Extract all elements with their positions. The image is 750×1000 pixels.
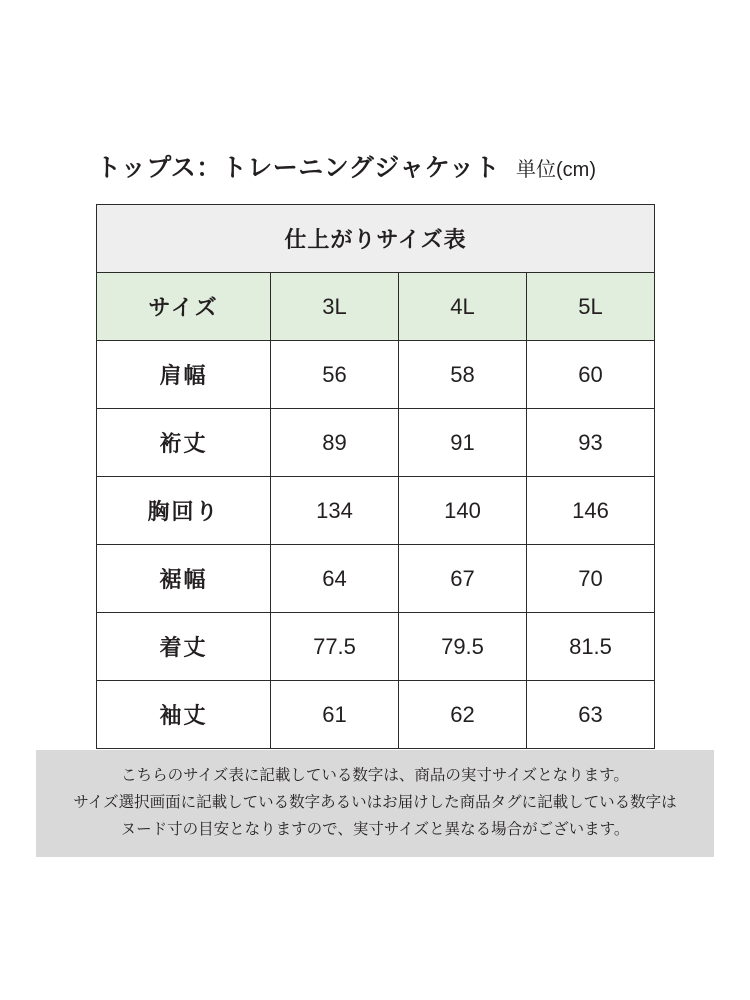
cell-hem-5l: 70 (527, 545, 655, 613)
cell-shoulder-4l: 58 (399, 341, 527, 409)
note-line-2: サイズ選択画面に記載している数字あるいはお届けした商品タグに記載している数字は (73, 794, 677, 812)
table-row (97, 681, 655, 749)
table-row (97, 545, 655, 613)
cell-yukitake-5l: 93 (527, 409, 655, 477)
cell-sleeve-5l: 63 (527, 681, 655, 749)
size-table (96, 204, 655, 749)
note-box (36, 750, 714, 857)
table-row (97, 341, 655, 409)
cell-hem-4l: 67 (399, 545, 527, 613)
note-line-3: ヌード寸の目安となりますので、実寸サイズと異なる場合がございます。 (120, 821, 630, 839)
table-caption: 仕上がりサイズ表 (97, 205, 655, 273)
cell-yukitake-3l: 89 (271, 409, 399, 477)
cell-chest-5l: 146 (527, 477, 655, 545)
row-label-chest: 胸回り (97, 477, 271, 545)
cell-shoulder-3l: 56 (271, 341, 399, 409)
table-caption-row (97, 205, 655, 273)
page-title-text: トップス：トレーニングジャケット (96, 154, 501, 182)
page-title (96, 148, 696, 184)
cell-sleeve-3l: 61 (271, 681, 399, 749)
header-size-4l: 4L (399, 273, 527, 341)
row-label-sleeve: 袖丈 (97, 681, 271, 749)
cell-body-length-5l: 81.5 (527, 613, 655, 681)
cell-body-length-3l: 77.5 (271, 613, 399, 681)
row-label-body-length: 着丈 (97, 613, 271, 681)
table-row (97, 477, 655, 545)
note-line-1: こちらのサイズ表に記載している数字は、商品の実寸サイズとなります。 (121, 767, 629, 784)
header-size-5l: 5L (527, 273, 655, 341)
cell-chest-4l: 140 (399, 477, 527, 545)
row-label-shoulder: 肩幅 (97, 341, 271, 409)
cell-yukitake-4l: 91 (399, 409, 527, 477)
row-label-hem-width: 裾幅 (97, 545, 271, 613)
table-row (97, 613, 655, 681)
table-header-row (97, 273, 655, 341)
cell-sleeve-4l: 62 (399, 681, 527, 749)
cell-body-length-4l: 79.5 (399, 613, 527, 681)
cell-chest-3l: 134 (271, 477, 399, 545)
row-label-sleeve-length-total: 裄丈 (97, 409, 271, 477)
cell-hem-3l: 64 (271, 545, 399, 613)
header-size-3l: 3L (271, 273, 399, 341)
table-row (97, 409, 655, 477)
unit-label: 単位(cm) (516, 159, 596, 181)
header-size-label: サイズ (97, 273, 271, 341)
cell-shoulder-5l: 60 (527, 341, 655, 409)
